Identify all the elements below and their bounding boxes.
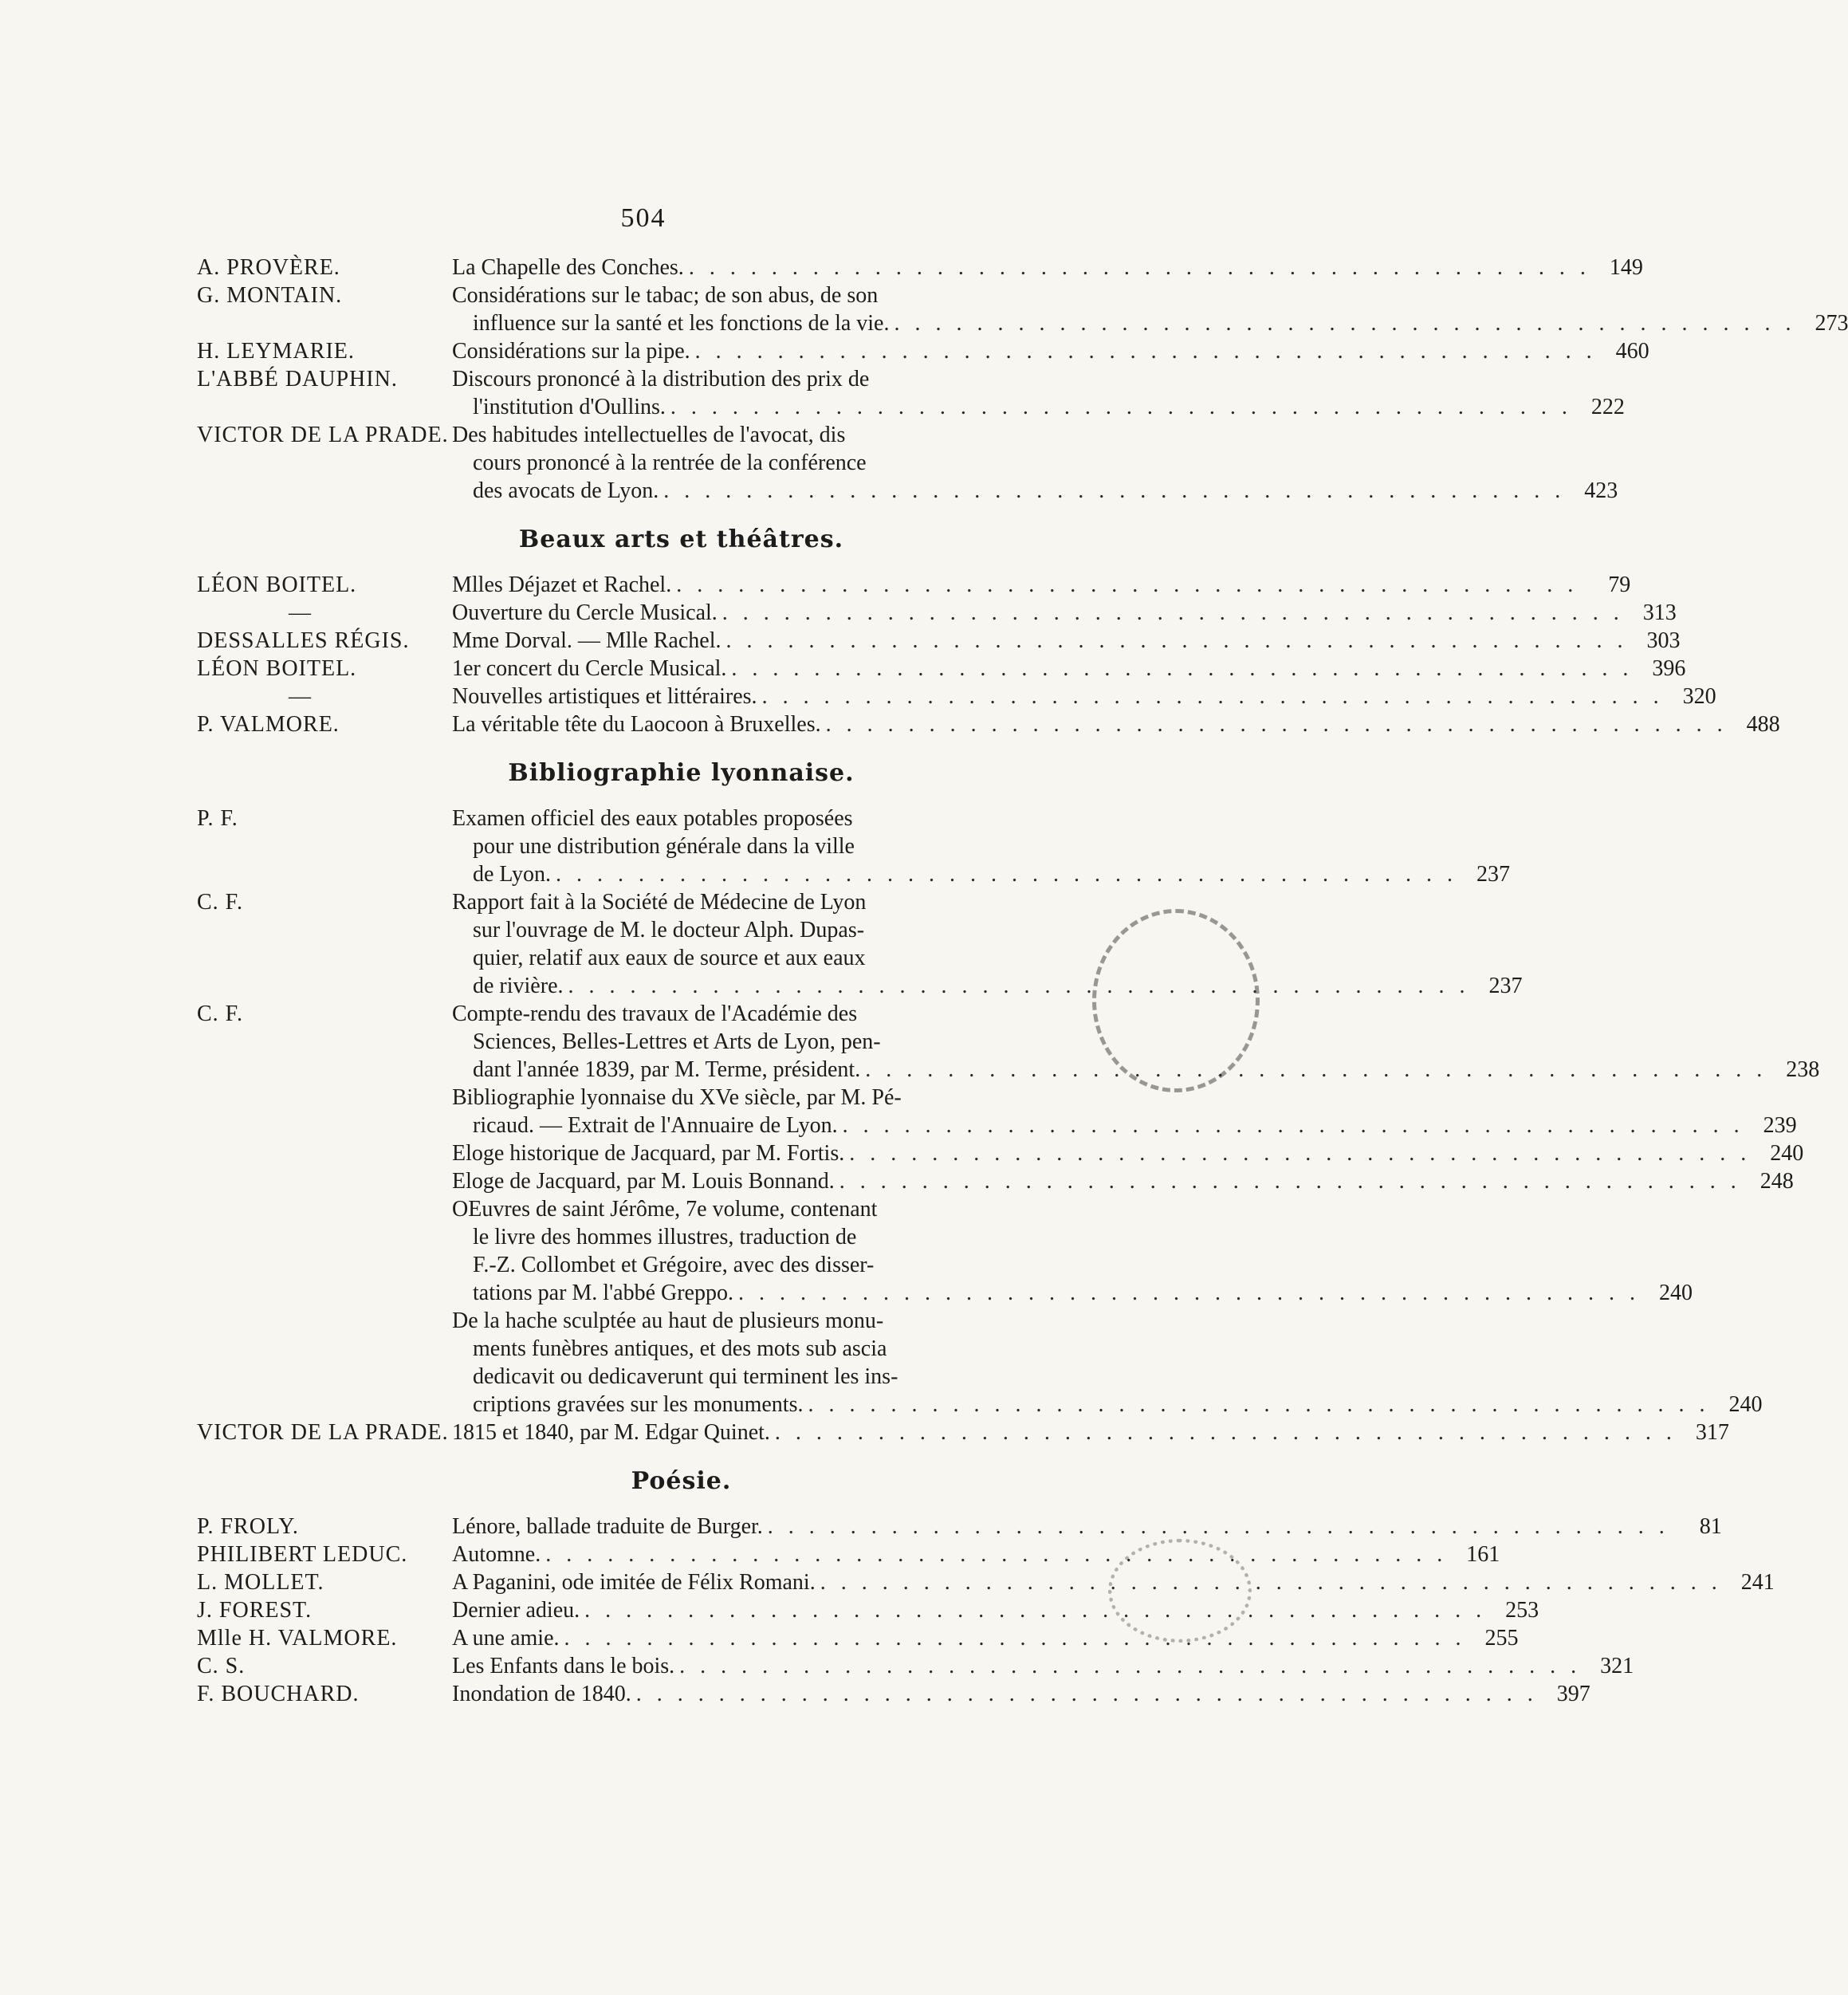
toc-entry (197, 337, 1649, 365)
page-number: 504 (620, 203, 666, 233)
title-line (452, 1251, 1693, 1279)
title-text: Considérations sur la pipe. (452, 339, 690, 364)
dot-leader (826, 710, 1728, 738)
title-text: Automne. (452, 1542, 541, 1567)
toc-entry (197, 683, 1716, 710)
dot-leader (762, 683, 1664, 710)
title-text: ments funèbres antiques, et des mots sub ascia (473, 1336, 887, 1361)
title-line (452, 683, 1716, 710)
dot-leader (808, 1391, 1709, 1419)
entry-title (452, 1139, 1803, 1167)
entry-title (452, 421, 1618, 505)
dot-leader (545, 1541, 1447, 1568)
dot-leader (689, 254, 1590, 281)
title-text: des avocats de Lyon. (473, 478, 659, 503)
entry-title (452, 710, 1780, 738)
page-ref: 237 (1476, 862, 1510, 887)
entry-author: J. FOREST. (197, 1598, 313, 1623)
title-line (452, 1084, 1797, 1112)
entry-title (452, 1596, 1539, 1624)
dot-leader (584, 1596, 1486, 1624)
page-ref: 423 (1584, 478, 1618, 503)
title-text: Inondation de 1840. (452, 1682, 631, 1706)
entry-title (452, 365, 1625, 421)
title-line (452, 627, 1680, 655)
title-line (452, 1279, 1693, 1307)
dot-leader (731, 655, 1633, 683)
page-ref: 248 (1760, 1169, 1794, 1194)
title-text: sur l'ouvrage de M. le docteur Alph. Dupas- (473, 918, 865, 942)
page-ref: 397 (1556, 1682, 1590, 1706)
entry-author: P. FROLY. (197, 1514, 299, 1539)
entry-author (197, 1167, 452, 1195)
title-line (452, 1652, 1634, 1680)
toc-entry (197, 599, 1677, 627)
title-text: Bibliographie lyonnaise du XVe siècle, par M. Pé- (452, 1085, 902, 1110)
entry-title (452, 1307, 1762, 1419)
title-line (452, 1419, 1729, 1446)
toc-entry (197, 1000, 1820, 1084)
title-text: ricaud. — Extrait de l'Annuaire de Lyon. (473, 1113, 838, 1138)
toc-section (197, 1467, 1775, 1708)
entry-title (452, 1652, 1634, 1680)
toc-entry (197, 281, 1848, 337)
entry-author: A. PROVÈRE. (197, 255, 340, 280)
entry-title (452, 1624, 1519, 1652)
entry-author: LÉON BOITEL. (197, 573, 357, 597)
title-text: Dernier adieu. (452, 1598, 580, 1623)
dot-leader (849, 1139, 1751, 1167)
toc-section (197, 254, 1848, 505)
toc-entry (197, 1419, 1729, 1446)
page-ref: 320 (1682, 684, 1716, 709)
entry-title (452, 627, 1680, 655)
title-line (452, 599, 1677, 627)
title-line (452, 1195, 1693, 1223)
title-text: dedicavit ou dedicaverunt qui terminent les ins- (473, 1364, 898, 1389)
toc-entry (197, 1307, 1763, 1419)
entry-title (452, 599, 1677, 627)
toc-entry (197, 571, 1631, 599)
page-ref: 396 (1652, 656, 1686, 681)
entry-title (452, 1513, 1722, 1541)
page-ref: 241 (1740, 1570, 1775, 1595)
title-text: A une amie. (452, 1626, 560, 1651)
dot-leader (676, 571, 1578, 599)
page-ref: 222 (1590, 395, 1625, 419)
entry-title (452, 1195, 1693, 1307)
page-ref: 79 (1608, 573, 1631, 597)
dot-leader (679, 1652, 1581, 1680)
title-line (452, 477, 1618, 505)
title-text: Mme Dorval. — Mlle Rachel. (452, 628, 722, 653)
title-line (452, 1056, 1819, 1084)
entry-author: C. F. (197, 890, 244, 915)
title-text: Discours prononcé à la distribution des prix de (452, 367, 870, 392)
entry-title (452, 337, 1649, 365)
toc-entry (197, 1084, 1797, 1139)
title-line (452, 421, 1618, 449)
dot-leader (894, 309, 1795, 337)
page-ref: 239 (1763, 1113, 1797, 1138)
title-line (452, 832, 1510, 860)
dot-leader (738, 1279, 1640, 1307)
entry-author (197, 1195, 452, 1307)
title-text: La Chapelle des Conches. (452, 255, 684, 280)
title-text: pour une distribution générale dans la ville (473, 834, 855, 859)
title-line (452, 1568, 1775, 1596)
entry-title (452, 1000, 1819, 1084)
title-line (452, 1541, 1500, 1568)
title-text: La véritable tête du Laocoon à Bruxelles. (452, 712, 821, 737)
entry-title (452, 805, 1510, 888)
title-line (452, 1335, 1762, 1363)
entry-author: G. MONTAIN. (197, 283, 343, 308)
entry-title (452, 1084, 1797, 1139)
page-ref: 240 (1728, 1392, 1763, 1417)
page-ref: 273 (1815, 311, 1848, 336)
entry-author: L. MOLLET. (197, 1570, 324, 1595)
entry-author: P. F. (197, 806, 238, 831)
dot-leader (670, 393, 1572, 421)
title-text: le livre des hommes illustres, traduction de (473, 1225, 857, 1249)
title-line (452, 1112, 1797, 1139)
entry-title (452, 1419, 1729, 1446)
dot-leader (843, 1112, 1744, 1139)
title-text: F.-Z. Collombet et Grégoire, avec des disser- (473, 1253, 875, 1277)
entry-author: L'ABBÉ DAUPHIN. (197, 367, 398, 392)
title-text: quier, relatif aux eaux de source et aux eaux (473, 946, 866, 970)
title-line (452, 1513, 1722, 1541)
dot-leader (722, 599, 1624, 627)
dot-leader (636, 1680, 1538, 1708)
title-line (452, 449, 1618, 477)
page-ref: 149 (1609, 255, 1643, 280)
title-text: dant l'année 1839, par M. Terme, président. (473, 1057, 861, 1082)
title-text: de rivière. (473, 974, 564, 998)
section-heading: Bibliographie lyonnaise. (508, 759, 855, 787)
entry-author: VICTOR DE LA PRADE. (197, 423, 449, 447)
entry-author: PHILIBERT LEDUC. (197, 1542, 408, 1567)
entry-author: C. S. (197, 1654, 246, 1678)
entry-title (452, 281, 1848, 337)
toc-entry (197, 254, 1643, 281)
entry-author: H. LEYMARIE. (197, 339, 355, 364)
toc-entry (197, 1624, 1519, 1652)
entry-title (452, 1680, 1590, 1708)
title-text: Les Enfants dans le bois. (452, 1654, 675, 1678)
toc-entry (197, 1541, 1500, 1568)
title-line (452, 365, 1625, 393)
title-line (452, 1028, 1819, 1056)
title-line (452, 1624, 1519, 1652)
page-ref: 321 (1600, 1654, 1634, 1678)
title-text: l'institution d'Oullins. (473, 395, 666, 419)
entry-title (452, 1568, 1775, 1596)
page-ref: 313 (1642, 600, 1677, 625)
dot-leader (775, 1419, 1677, 1446)
title-text: Sciences, Belles-Lettres et Arts de Lyon, pen- (473, 1029, 881, 1054)
page-ref: 238 (1786, 1057, 1820, 1082)
entry-title (452, 888, 1523, 1000)
toc-entry (197, 1568, 1775, 1596)
page-ref: 460 (1615, 339, 1649, 364)
title-text: De la hache sculptée au haut de plusieurs monu- (452, 1308, 884, 1333)
toc-entry (197, 1513, 1722, 1541)
title-line (452, 309, 1848, 337)
page-ref: 81 (1699, 1514, 1722, 1539)
toc-entry (197, 421, 1618, 505)
title-line (452, 1391, 1762, 1419)
title-line (452, 254, 1643, 281)
toc-entry (197, 1167, 1794, 1195)
title-line (452, 1223, 1693, 1251)
entry-author: Mlle H. VALMORE. (197, 1626, 398, 1651)
entry-author: LÉON BOITEL. (197, 656, 357, 681)
title-line (452, 337, 1649, 365)
title-text: Examen officiel des eaux potables proposées (452, 806, 853, 831)
toc-entry (197, 710, 1780, 738)
title-line (452, 972, 1523, 1000)
entry-author: — (289, 600, 312, 625)
entry-author (197, 1139, 452, 1167)
title-line (452, 281, 1848, 309)
entry-author: — (289, 684, 312, 709)
title-text: Nouvelles artistiques et littéraires. (452, 684, 757, 709)
title-line (452, 1680, 1590, 1708)
toc-entry (197, 1139, 1804, 1167)
toc-entry (197, 655, 1686, 683)
title-text: cours prononcé à la rentrée de la conférence (473, 451, 867, 475)
toc-entry (197, 1596, 1539, 1624)
title-line (452, 805, 1510, 832)
title-line (452, 393, 1625, 421)
page-ref: 317 (1695, 1420, 1729, 1445)
page-ref: 240 (1770, 1141, 1804, 1166)
title-text: Ouverture du Cercle Musical. (452, 600, 718, 625)
toc-entry (197, 1680, 1590, 1708)
page-ref: 253 (1505, 1598, 1539, 1623)
title-text: Mlles Déjazet et Rachel. (452, 573, 672, 597)
dot-leader (768, 1513, 1669, 1541)
title-line (452, 860, 1510, 888)
dot-leader (564, 1624, 1466, 1652)
title-line (452, 1596, 1539, 1624)
dot-leader (568, 972, 1470, 1000)
dot-leader (839, 1167, 1741, 1195)
title-text: Compte-rendu des travaux de l'Académie des (452, 1001, 858, 1026)
page-ref: 240 (1658, 1281, 1693, 1305)
toc-entry (197, 1195, 1693, 1307)
entry-title (452, 655, 1685, 683)
title-line (452, 655, 1685, 683)
page-ref: 488 (1746, 712, 1780, 737)
title-text: 1er concert du Cercle Musical. (452, 656, 727, 681)
toc-entry (197, 627, 1681, 655)
entry-title (452, 1167, 1794, 1195)
dot-leader (865, 1056, 1767, 1084)
toc-entry (197, 1652, 1634, 1680)
title-text: Considérations sur le tabac; de son abus, de son (452, 283, 879, 308)
entry-title (452, 1541, 1500, 1568)
entry-author: DESSALLES RÉGIS. (197, 628, 410, 653)
section-heading: Beaux arts et théâtres. (518, 525, 844, 553)
dot-leader (695, 337, 1597, 365)
entry-title (452, 254, 1643, 281)
entry-author: VICTOR DE LA PRADE. (197, 1420, 449, 1445)
entry-title (452, 683, 1716, 710)
dot-leader (663, 477, 1565, 505)
title-text: tations par M. l'abbé Greppo. (473, 1281, 733, 1305)
title-text: 1815 et 1840, par M. Edgar Quinet. (452, 1420, 770, 1445)
title-line (452, 1139, 1803, 1167)
page-ref: 255 (1484, 1626, 1519, 1651)
title-line (452, 1363, 1762, 1391)
title-text: Eloge historique de Jacquard, par M. Fortis. (452, 1141, 845, 1166)
title-text: criptions gravées sur les monuments. (473, 1392, 804, 1417)
title-text: influence sur la santé et les fonctions de la vie. (473, 311, 890, 336)
toc-entry (197, 805, 1510, 888)
entry-author (197, 1307, 452, 1419)
title-text: OEuvres de saint Jérôme, 7e volume, contenant (452, 1197, 878, 1222)
title-line (452, 571, 1630, 599)
title-text: Des habitudes intellectuelles de l'avocat, dis (452, 423, 846, 447)
page-ref: 237 (1488, 974, 1523, 998)
dot-leader (820, 1568, 1722, 1596)
page-ref: 161 (1466, 1542, 1500, 1567)
dot-leader (725, 627, 1627, 655)
title-line (452, 1167, 1794, 1195)
toc-entry (197, 365, 1625, 421)
table-of-contents (197, 254, 1848, 1708)
entry-author: F. BOUCHARD. (197, 1682, 360, 1706)
title-line (452, 710, 1780, 738)
title-line (452, 916, 1523, 944)
entry-author: P. VALMORE. (197, 712, 340, 737)
title-text: Rapport fait à la Société de Médecine de Lyon (452, 890, 867, 915)
title-text: A Paganini, ode imitée de Félix Romani. (452, 1570, 816, 1595)
title-text: Eloge de Jacquard, par M. Louis Bonnand. (452, 1169, 835, 1194)
toc-section (197, 759, 1820, 1446)
dot-leader (556, 860, 1457, 888)
entry-author (197, 1084, 452, 1139)
title-line (452, 1307, 1762, 1335)
page-ref: 303 (1646, 628, 1681, 653)
title-text: Lénore, ballade traduite de Burger. (452, 1514, 763, 1539)
title-line (452, 1000, 1819, 1028)
toc-section (197, 525, 1780, 738)
title-text: de Lyon. (473, 862, 551, 887)
section-heading: Poésie. (631, 1467, 732, 1495)
toc-entry (197, 888, 1523, 1000)
entry-title (452, 571, 1630, 599)
title-line (452, 888, 1523, 916)
entry-author: C. F. (197, 1001, 244, 1026)
title-line (452, 944, 1523, 972)
